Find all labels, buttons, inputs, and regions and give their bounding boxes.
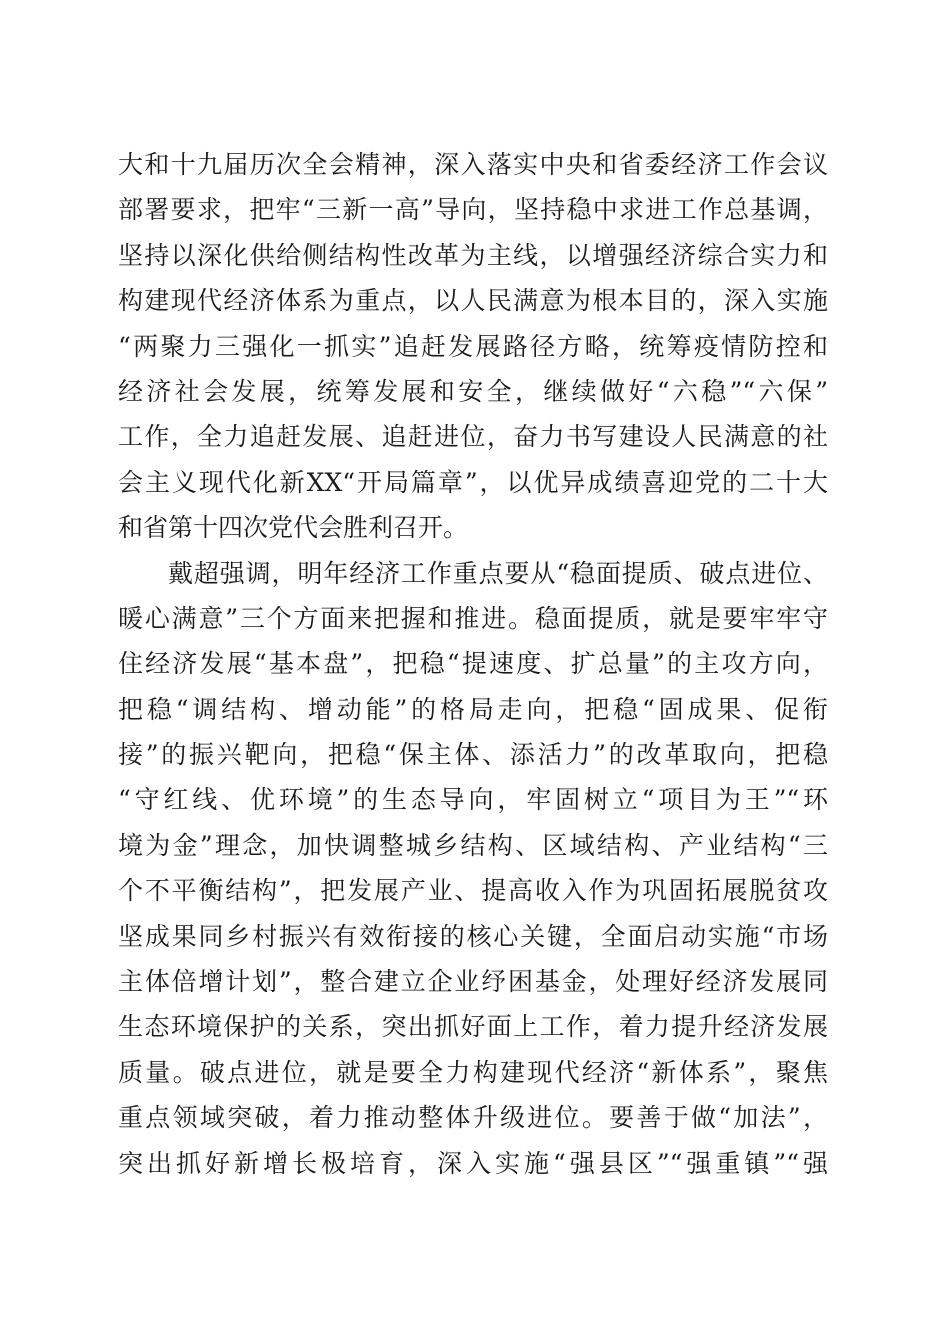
paragraph-2 xyxy=(118,555,828,1190)
text-line: “两聚力三强化一抓实”追赶发展路径方略，统筹疫情防控和 xyxy=(118,331,828,361)
text-line: 生态环境保护的关系，突出抓好面上工作，着力提升经济发展 xyxy=(118,1012,828,1042)
text-line: 主体倍增计划”，整合建立企业纾困基金，处理好经济发展同 xyxy=(118,967,828,997)
text-line: 个不平衡结构”，把发展产业、提高收入作为巩固拓展脱贫攻 xyxy=(118,876,828,906)
text-line: 质量。破点进位，就是要全力构建现代经济“新体系”，聚焦 xyxy=(118,1057,828,1087)
text-line: 会主义现代化新XX“开局篇章”，以优异成绩喜迎党的二十大 xyxy=(118,467,828,497)
text-line: 坚持以深化供给侧结构性改革为主线，以增强经济综合实力和 xyxy=(118,240,828,270)
text-line: 戴超强调，明年经济工作重点要从“稳面提质、破点进位、 xyxy=(168,558,828,588)
text-line: 部署要求，把牢“三新一高”导向，坚持稳中求进工作总基调， xyxy=(118,195,828,225)
text-line: 接”的振兴靶向，把稳“保主体、添活力”的改革取向，把稳 xyxy=(118,740,828,770)
text-line: 经济社会发展，统筹发展和安全，继续做好“六稳”“六保” xyxy=(118,376,828,406)
text-line: 大和十九届历次全会精神，深入落实中央和省委经济工作会议 xyxy=(118,150,828,179)
text-line: 和省第十四次党代会胜利召开。 xyxy=(118,513,469,543)
text-line: 坚成果同乡村振兴有效衔接的核心关键，全面启动实施“市场 xyxy=(118,921,828,951)
body-text xyxy=(118,146,828,1190)
text-line: 重点领域突破，着力推动整体升级进位。要善于做“加法”， xyxy=(118,1103,828,1133)
text-line: 住经济发展“基本盘”，把稳“提速度、扩总量”的主攻方向， xyxy=(118,649,828,679)
text-line: 境为金”理念，加快调整城乡结构、区域结构、产业结构“三 xyxy=(118,830,828,860)
text-line: 暖心满意”三个方面来把握和推进。稳面提质，就是要牢牢守 xyxy=(118,603,828,633)
paragraph-1 xyxy=(118,146,828,555)
text-line: 工作，全力追赶发展、追赶进位，奋力书写建设人民满意的社 xyxy=(118,422,828,452)
text-line: 突出抓好新增长极培育，深入实施“强县区”“强重镇”“强 xyxy=(118,1148,828,1178)
text-line: “守红线、优环境”的生态导向，牢固树立“项目为王”“环 xyxy=(118,785,828,815)
text-line: 构建现代经济体系为重点，以人民满意为根本目的，深入实施 xyxy=(118,286,828,316)
text-line: 把稳“调结构、增动能”的格局走向，把稳“固成果、促衔 xyxy=(118,694,828,724)
